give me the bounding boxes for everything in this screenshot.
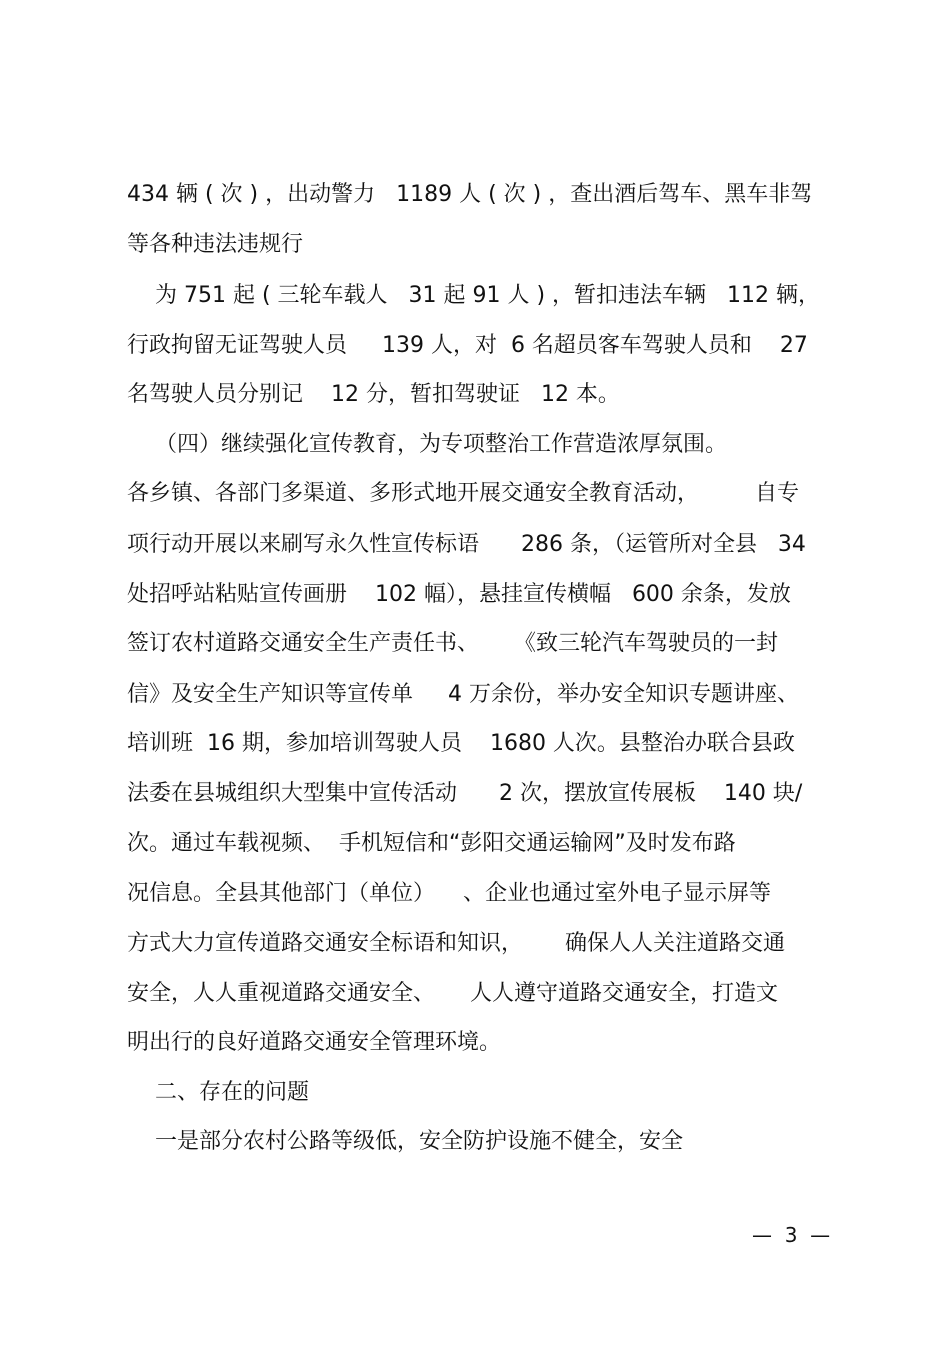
text-line: 处招呼站粘贴宣传画册 102 幅），悬挂宣传横幅 600 余条，发放 (127, 582, 791, 607)
text-line: 名驾驶人员分别记 12 分，暂扣驾驶证 12 本。 (127, 382, 620, 407)
text-line: 等各种违法违规行 (127, 232, 304, 257)
text-line: 方式大力宣传道路交通安全标语和知识， 确保人人关注道路交通 (127, 931, 785, 956)
text-line: 培训班 16 期，参加培训驾驶人员 1680 人次。县整治办联合县政 (127, 731, 795, 756)
text-line: 信》及安全生产知识等宣传单 4 万余份，举办安全知识专题讲座、 (127, 682, 799, 707)
section-heading: 二、存在的问题 (127, 1080, 309, 1105)
text-line: 一是部分农村公路等级低，安全防护设施不健全，安全 (127, 1129, 683, 1154)
page-number: — 3 — (752, 1223, 831, 1247)
text-line: 次。通过车载视频、 手机短信和“彭阳交通运输网”及时发布路 (127, 831, 736, 856)
text-line: 安全，人人重视道路交通安全、 人人遵守道路交通安全，打造文 (127, 981, 778, 1006)
text-line: 各乡镇、各部门多渠道、多形式地开展交通安全教育活动， 自专 (127, 481, 799, 506)
text-line: 434 辆 ( 次 ) ，出动警力 1189 人 ( 次 ) ，查出酒后驾车、黑车非驾 (127, 182, 813, 207)
text-line: 行政拘留无证驾驶人员 139 人，对 6 名超员客车驾驶人员和 27 (127, 333, 808, 358)
section-heading: （四）继续强化宣传教育，为专项整治工作营造浓厚氛围。 (127, 432, 727, 457)
text-line: 法委在县城组织大型集中宣传活动 2 次，摆放宣传展板 140 块/ (127, 781, 803, 806)
text-line: 项行动开展以来刷写永久性宣传标语 286 条，（运管所对全县 34 (127, 532, 806, 557)
text-line: 况信息。全县其他部门（单位） 、企业也通过室外电子显示屏等 (127, 881, 771, 906)
text-line: 为 751 起 ( 三轮车载人 31 起 91 人 ) ，暂扣违法车辆 112 辆， (127, 283, 821, 308)
text-line: 明出行的良好道路交通安全管理环境。 (127, 1030, 502, 1055)
text-line: 签订农村道路交通安全生产责任书、 《致三轮汽车驾驶员的一封 (127, 631, 778, 656)
